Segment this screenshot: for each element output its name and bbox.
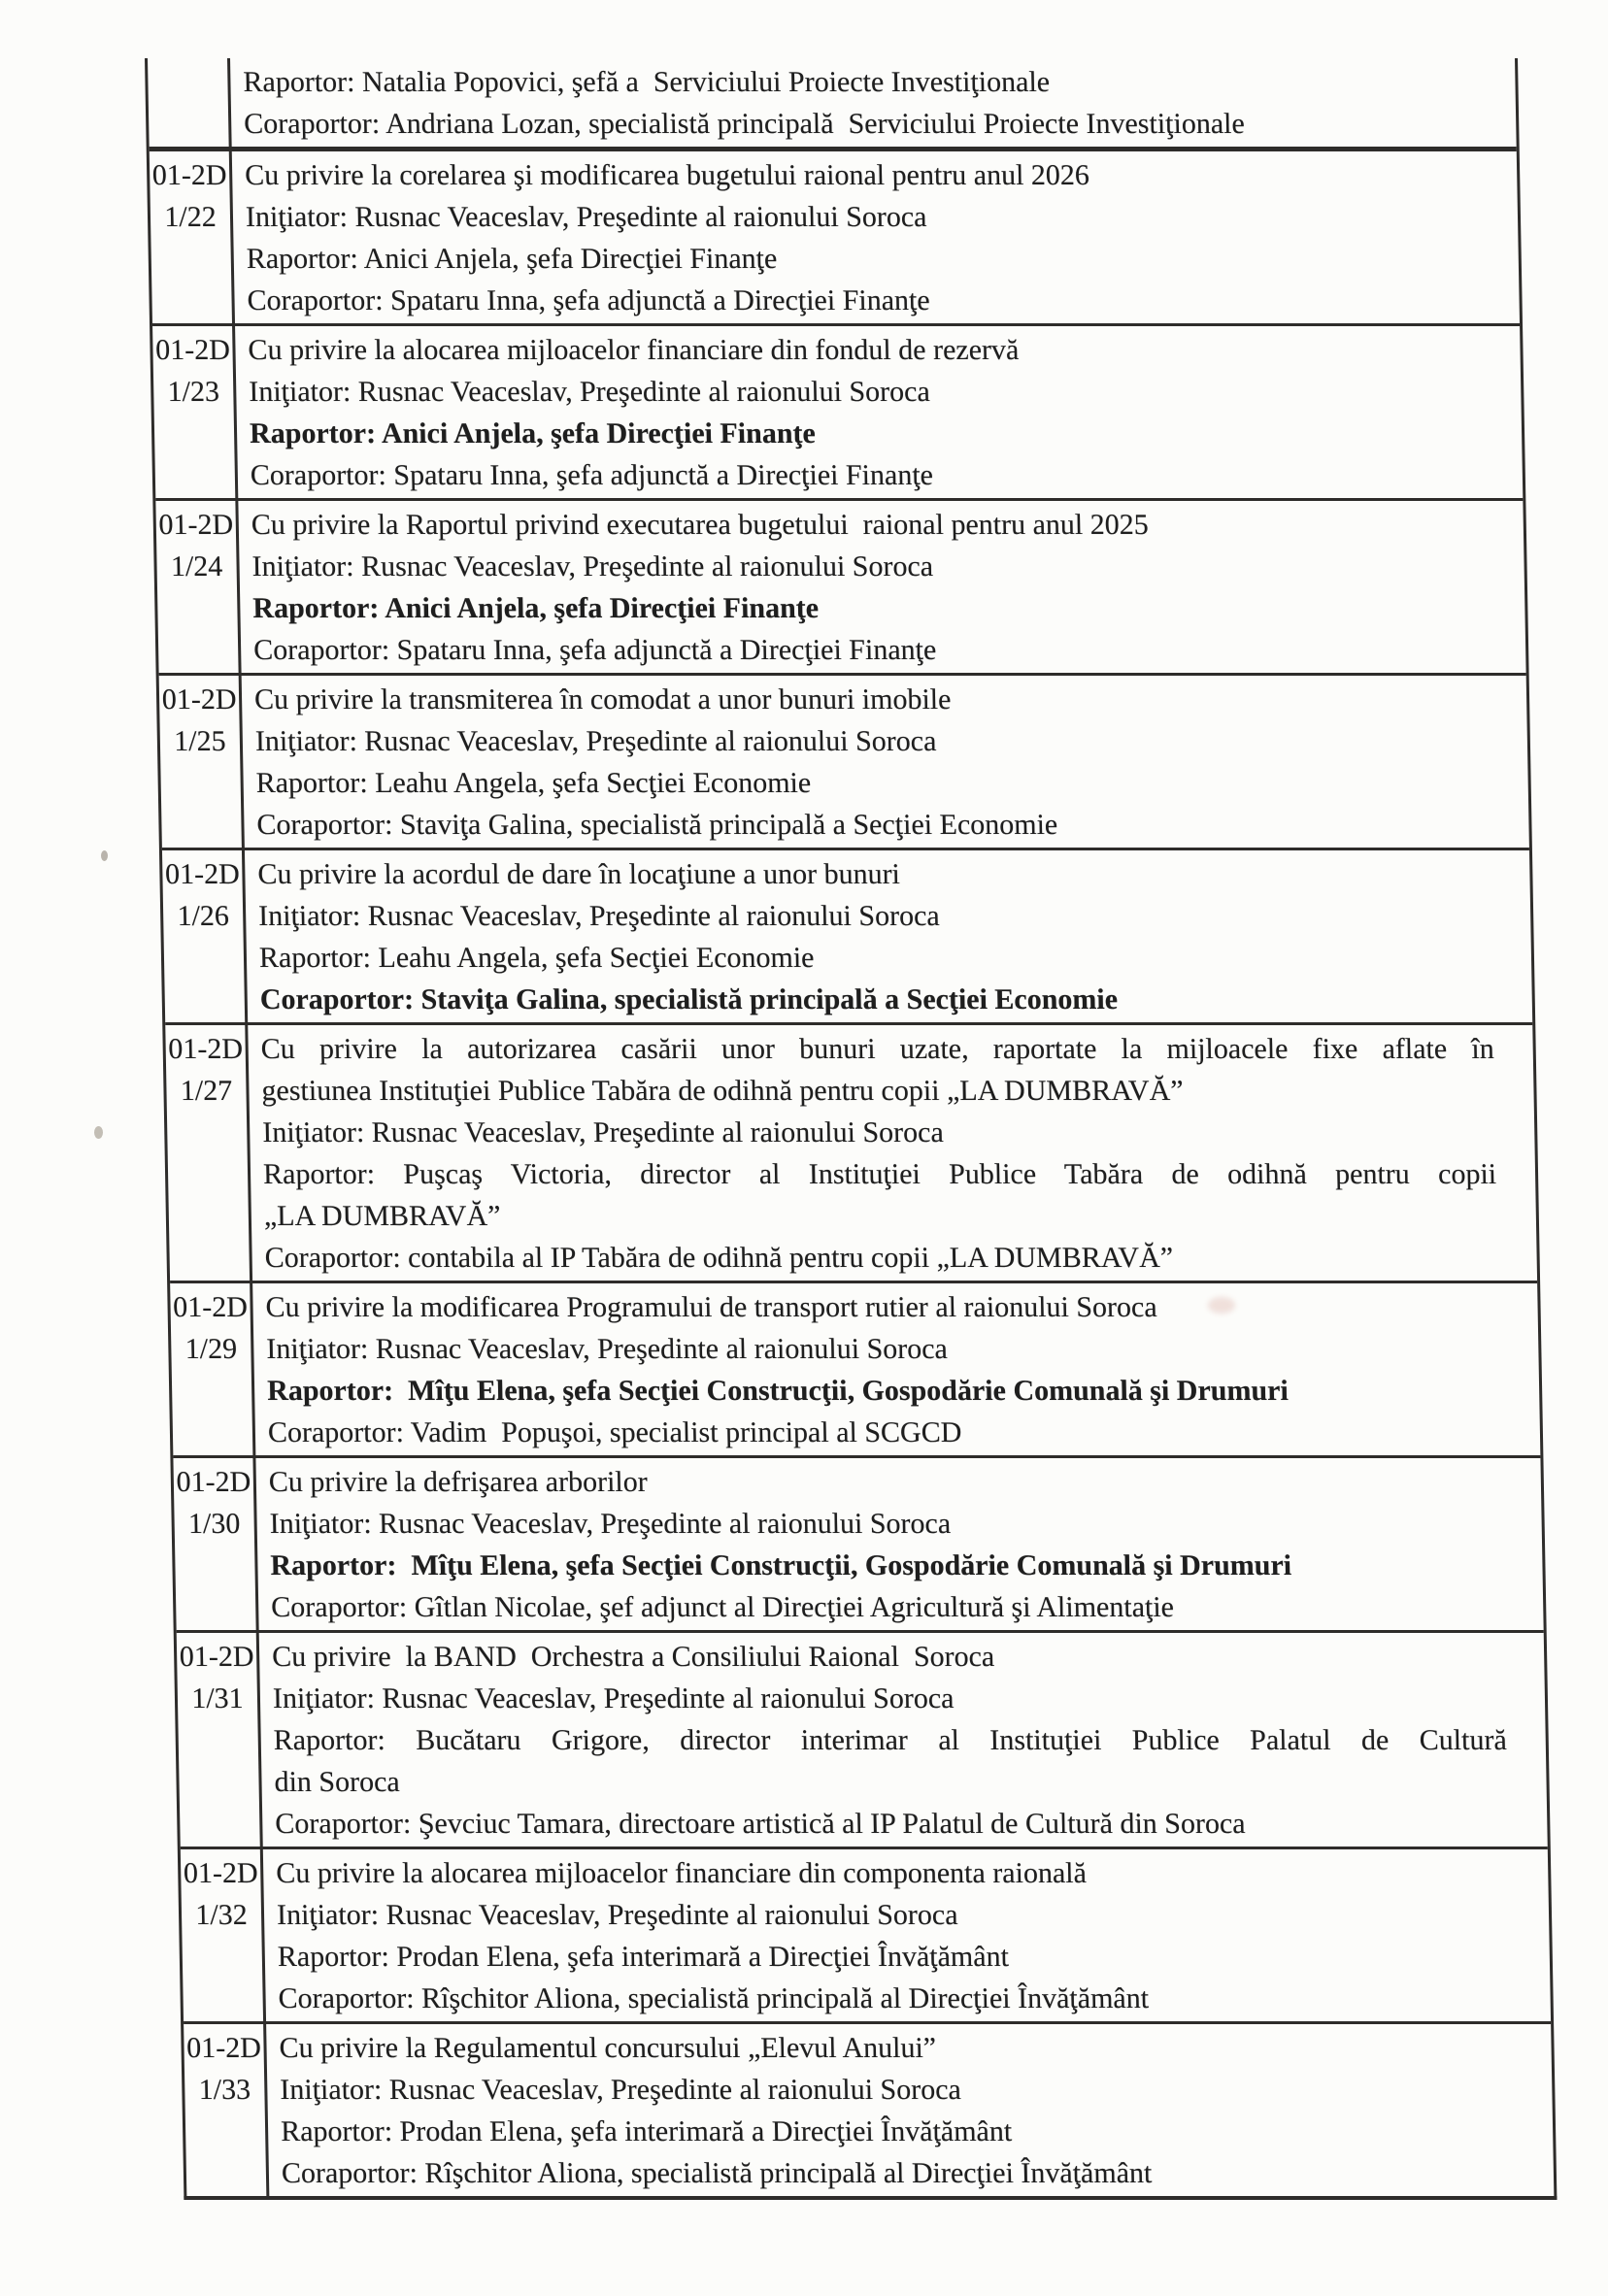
item-code: 01-2D [161, 683, 237, 715]
agenda-line: Coraportor: Şevciuc Tamara, directoare artistică al IP Palatul de Cultură din Soroca [275, 1808, 1246, 1840]
agenda-line: Raportor: Mîţu Elena, şefa Secţiei Construcţii, Gospodărie Comunală şi Drumuri [270, 1549, 1292, 1581]
agenda-row [162, 850, 1532, 1025]
item-code-cell [184, 2024, 269, 2196]
agenda-line: Raportor: Puşcaş Victoria, director al Instituţiei Publice Tabăra de odihnă pentru copii [262, 1158, 1497, 1190]
agenda-line: Cu privire la corelarea şi modificarea bugetului raional pentru anul 2026 [244, 159, 1090, 191]
agenda-line: Raportor: Natalia Popovici, şefă a Serviciului Proiecte Investiţionale [243, 66, 1051, 98]
agenda-line: Iniţiator: Rusnac Veaceslav, Preşedinte al raionului Soroca [269, 1508, 952, 1540]
agenda-row [150, 151, 1520, 326]
item-description-cell [263, 1849, 1551, 2021]
agenda-row [148, 58, 1517, 151]
agenda-line: Iniţiator: Rusnac Veaceslav, Preşedinte al raionului Soroca [245, 201, 927, 233]
agenda-line: Cu privire la defrişarea arborilor [268, 1466, 649, 1498]
agenda-line: Iniţiator: Rusnac Veaceslav, Preşedinte al raionului Soroca [257, 900, 940, 932]
scan-smudge [1208, 1297, 1235, 1314]
agenda-line: „LA DUMBRAVĂ” [263, 1200, 501, 1232]
item-code: 01-2D [179, 1641, 254, 1673]
item-number: 1/31 [190, 1682, 244, 1714]
agenda-line: Iniţiator: Rusnac Veaceslav, Preşedinte al raionului Soroca [254, 725, 937, 757]
item-description-cell [242, 676, 1529, 848]
agenda-table [145, 58, 1557, 2200]
agenda-line: Cu privire la alocarea mijloacelor financiare din componenta raională [275, 1857, 1088, 1889]
agenda-line: Coraportor: Andriana Lozan, specialistă principală Serviciului Proiecte Investiţionale [243, 108, 1246, 140]
scan-speck [94, 1126, 103, 1139]
item-description-cell [235, 326, 1523, 498]
item-code: 01-2D [154, 334, 231, 366]
item-description-cell [245, 850, 1532, 1022]
agenda-line: Raportor: Anici Anjela, şefa Direcţiei Finanţe [252, 592, 820, 624]
agenda-line: Cu privire la alocarea mijloacelor financiare din fondul de rezervă [248, 334, 1020, 366]
item-code: 01-2D [168, 1033, 244, 1065]
item-code: 01-2D [176, 1466, 251, 1498]
item-description-cell [230, 58, 1517, 147]
item-code: 01-2D [151, 159, 227, 191]
item-code-cell [170, 1283, 255, 1455]
item-number: 1/26 [177, 900, 230, 932]
agenda-line: Iniţiator: Rusnac Veaceslav, Preşedinte al raionului Soroca [276, 1899, 958, 1931]
agenda-line: Cu privire la Regulamentul concursului „Elevul Anului” [279, 2032, 937, 2064]
item-code-cell [148, 58, 232, 147]
agenda-line: Cu privire la acordul de dare în locaţiune a unor bunuri [257, 858, 901, 890]
item-code-cell [152, 326, 238, 498]
item-number: 1/22 [164, 201, 217, 233]
agenda-line: Iniţiator: Rusnac Veaceslav, Preşedinte al raionului Soroca [266, 1333, 949, 1365]
agenda-line: Cu privire la BAND Orchestra a Consiliului Raional Soroca [271, 1641, 995, 1673]
item-description-cell [255, 1458, 1543, 1630]
item-code-cell [159, 676, 245, 848]
agenda-row [173, 1458, 1543, 1633]
item-number: 1/32 [195, 1899, 249, 1931]
item-code: 01-2D [158, 509, 234, 541]
agenda-line: Coraportor: contabila al IP Tabăra de odihnă pentru copii „LA DUMBRAVĂ” [264, 1242, 1174, 1274]
item-code-cell [162, 850, 248, 1022]
agenda-line: Coraportor: Spataru Inna, şefa adjunctă a Direcţiei Finanţe [247, 284, 930, 316]
scan-speck [101, 850, 108, 861]
agenda-line: Coraportor: Staviţa Galina, specialistă principală a Secţiei Economie [259, 983, 1119, 1015]
item-number: 1/24 [170, 550, 223, 582]
item-code-cell [173, 1458, 258, 1630]
item-description-cell [232, 151, 1520, 323]
item-code-cell [150, 151, 235, 323]
agenda-line: Raportor: Anici Anjela, şefa Direcţiei Finanţe [246, 243, 778, 275]
agenda-line: Iniţiator: Rusnac Veaceslav, Preşedinte al raionului Soroca [248, 376, 931, 408]
agenda-line: Iniţiator: Rusnac Veaceslav, Preşedinte al raionului Soroca [272, 1682, 955, 1714]
item-code-cell [177, 1633, 263, 1847]
agenda-row [181, 1849, 1551, 2024]
item-description-cell [238, 501, 1525, 673]
agenda-row [177, 1633, 1548, 1849]
item-code-cell [165, 1025, 252, 1281]
agenda-row [184, 2024, 1554, 2196]
item-code: 01-2D [172, 1291, 249, 1323]
agenda-line: Coraportor: Rîşchitor Aliona, specialistă principală al Direcţiei Învăţământ [278, 1982, 1150, 2014]
agenda-row [152, 326, 1523, 501]
agenda-line: Coraportor: Spataru Inna, şefa adjunctă a Direcţiei Finanţe [252, 634, 937, 666]
item-description-cell [259, 1633, 1548, 1847]
agenda-line: Raportor: Leahu Angela, şefa Secţiei Economie [255, 767, 812, 799]
item-number: 1/29 [184, 1333, 238, 1365]
item-code: 01-2D [183, 1857, 258, 1889]
agenda-line: Cu privire la transmiterea în comodat a unor bunuri imobile [253, 683, 952, 715]
agenda-line: Raportor: Prodan Elena, şefa interimară a Direcţiei Învăţământ [277, 1941, 1010, 1973]
item-code: 01-2D [164, 858, 241, 890]
item-number: 1/33 [198, 2074, 251, 2106]
agenda-line: Iniţiator: Rusnac Veaceslav, Preşedinte al raionului Soroca [261, 1116, 945, 1148]
agenda-line: Raportor: Anici Anjela, şefa Direcţiei Finanţe [249, 417, 817, 449]
agenda-row [155, 501, 1525, 676]
agenda-line: din Soroca [274, 1766, 400, 1798]
item-number: 1/23 [167, 376, 220, 408]
item-description-cell [248, 1025, 1537, 1281]
agenda-line: Raportor: Leahu Angela, şefa Secţiei Economie [258, 942, 815, 974]
agenda-line: Coraportor: Gîtlan Nicolae, şef adjunct al Direcţiei Agricultură şi Alimentaţie [270, 1591, 1175, 1623]
item-number: 1/30 [187, 1508, 241, 1540]
item-code-cell [155, 501, 241, 673]
item-description-cell [252, 1283, 1540, 1455]
agenda-row [159, 676, 1529, 850]
agenda-line: Coraportor: Spataru Inna, şefa adjunctă a Direcţiei Finanţe [250, 459, 934, 491]
agenda-line: Coraportor: Rîşchitor Aliona, specialistă principală al Direcţiei Învăţământ [281, 2157, 1153, 2189]
agenda-line: Cu privire la modificarea Programului de transport rutier al raionului Soroca [265, 1291, 1157, 1323]
item-number: 1/27 [180, 1075, 233, 1107]
agenda-line: Cu privire la Raportul privind executarea bugetului raional pentru anul 2025 [251, 509, 1150, 541]
agenda-line: Raportor: Prodan Elena, şefa interimară a Direcţiei Învăţământ [280, 2115, 1013, 2147]
agenda-line: Raportor: Mîţu Elena, şefa Secţiei Construcţii, Gospodărie Comunală şi Drumuri [266, 1375, 1290, 1407]
agenda-line: Coraportor: Staviţa Galina, specialistă principală a Secţiei Economie [256, 809, 1058, 841]
agenda-row [165, 1025, 1537, 1283]
agenda-line: Iniţiator: Rusnac Veaceslav, Preşedinte al raionului Soroca [280, 2074, 962, 2106]
item-description-cell [266, 2024, 1554, 2196]
item-number: 1/25 [173, 725, 226, 757]
agenda-line: Raportor: Bucătaru Grigore, director interimar al Instituţiei Publice Palatul de Cultură [273, 1724, 1508, 1756]
item-code: 01-2D [185, 2032, 262, 2064]
agenda-line: Coraportor: Vadim Popuşoi, specialist principal al SCGCD [267, 1416, 962, 1448]
agenda-row [170, 1283, 1540, 1458]
agenda-line: gestiunea Instituţiei Publice Tabăra de odihnă pentru copii „LA DUMBRAVĂ” [261, 1075, 1184, 1107]
agenda-line: Cu privire la autorizarea casării unor bunuri uzate, raportate la mijloacele fixe aflate în [260, 1033, 1495, 1065]
agenda-line: Iniţiator: Rusnac Veaceslav, Preşedinte al raionului Soroca [251, 550, 934, 582]
item-code-cell [181, 1849, 266, 2021]
